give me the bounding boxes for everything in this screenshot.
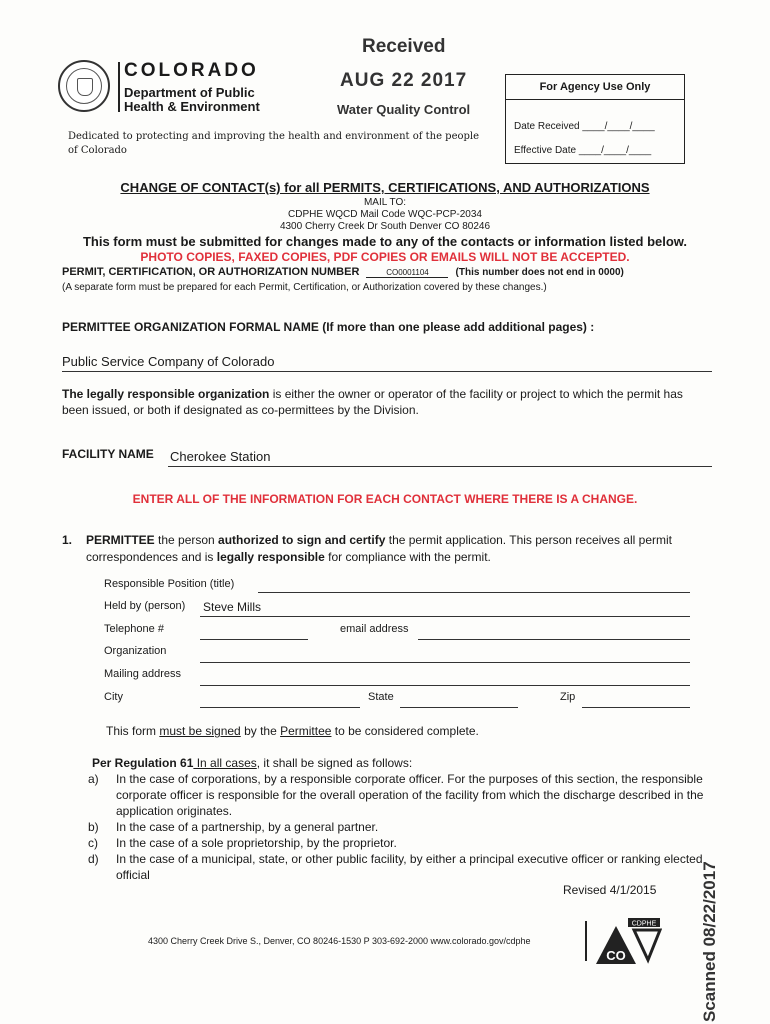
held-by-underline — [200, 616, 690, 617]
regulation-underline: In all cases — [193, 756, 257, 770]
org-name-underline — [62, 371, 712, 372]
regulation-item-b — [88, 819, 728, 835]
logo-triangle-right — [634, 930, 660, 960]
legal-rest-text: is either the owner or operator of the facility or project to which the permit has been issued, or both if designated as co-permittees by the Division. — [62, 387, 683, 417]
mailing-address-field[interactable] — [200, 685, 690, 686]
org-name-heading: PERMITTEE ORGANIZATION FORMAL NAME (If more than one please add additional pages) : — [62, 320, 595, 334]
regulation-mark-c: c) — [88, 836, 98, 850]
received-stamp-office: Water Quality Control — [337, 102, 471, 117]
mailing-address-label: Mailing address — [104, 668, 182, 680]
permit-number-label: PERMIT, CERTIFICATION, OR AUTHORIZATION NUMBER — [62, 266, 360, 278]
effective-date-field[interactable]: Effective Date ____/____/____ — [514, 145, 652, 156]
telephone-field[interactable] — [200, 639, 308, 640]
cdphe-logo-icon — [594, 916, 662, 966]
legal-bold-text: The legally responsible organization — [62, 387, 270, 401]
received-stamp: Received — [362, 36, 446, 57]
agency-use-box — [505, 74, 685, 164]
organization-field[interactable] — [200, 662, 690, 663]
facility-name-underline — [168, 466, 712, 467]
regulation-list — [88, 771, 728, 883]
date-received-field[interactable]: Date Received ____/____/____ — [514, 121, 655, 132]
separate-form-note: (A separate form must be prepared for each Permit, Certification, or Authorization covered by these changes.) — [62, 282, 547, 293]
permit-number-field[interactable]: CO0001104 — [366, 268, 448, 278]
regulation-text-b: In the case of a partnership, by a general partner. — [116, 820, 379, 834]
permittee-bold-1: authorized to sign and certify — [218, 533, 386, 547]
zip-label: Zip — [560, 691, 576, 703]
regulation-text-c: In the case of a sole proprietorship, by the proprietor. — [116, 836, 397, 850]
city-label: City — [104, 691, 123, 703]
signature-requirement — [106, 724, 479, 738]
mail-to-line-1: CDPHE WQCD Mail Code WQC-PCP-2034 — [288, 209, 482, 220]
facility-name-label: FACILITY NAME — [62, 447, 154, 461]
must-submit-notice: This form must be submitted for changes made to any of the contacts or information listed below. — [82, 234, 688, 249]
telephone-label: Telephone # — [104, 623, 164, 635]
footer-address: 4300 Cherry Creek Drive S., Denver, CO 80246-1530 P 303-692-2000 www.colorado.gov/cdphe — [148, 936, 531, 946]
department-name — [124, 86, 260, 114]
permittee-description — [62, 532, 712, 566]
position-label: Responsible Position (title) — [104, 578, 235, 590]
regulation-heading — [92, 755, 412, 771]
organization-label: Organization — [104, 645, 167, 657]
signed-text-2: by the — [240, 724, 281, 738]
permittee-heading: PERMITTEE — [86, 533, 155, 547]
logo-co-text: CO — [606, 948, 626, 963]
held-by-field[interactable]: Steve Mills — [203, 600, 262, 614]
brand-name: COLORADO — [124, 60, 259, 81]
facility-name-field[interactable]: Cherokee Station — [170, 449, 271, 464]
signed-underline-1: must be signed — [159, 724, 241, 738]
revised-date: Revised 4/1/2015 — [563, 883, 657, 897]
state-label: State — [368, 691, 394, 703]
regulation-item-d — [88, 851, 728, 883]
mail-to-line-2: 4300 Cherry Creek Dr South Denver CO 80246 — [279, 221, 491, 232]
logo-top-text: CDPHE — [631, 920, 657, 928]
held-by-label: Held by (person) — [104, 600, 186, 612]
regulation-mark-d: d) — [88, 852, 99, 866]
email-label: email address — [340, 623, 409, 635]
signed-text-1: This form — [106, 724, 160, 738]
regulation-text-a: In the case of corporations, by a responsible corporate officer. For the purposes of this section, the responsible corporate officer is responsible for the overall operation of the facility from which the discharge described in the application originates. — [116, 772, 704, 818]
permit-number-row — [62, 266, 624, 278]
regulation-bold: Per Regulation 61 — [92, 756, 194, 770]
zip-field[interactable] — [582, 707, 690, 708]
legal-responsibility-text — [62, 386, 712, 418]
department-line-2: Health & Environment — [124, 99, 260, 114]
permit-number-note: (This number does not end in 0000) — [455, 267, 624, 278]
city-field[interactable] — [200, 707, 360, 708]
header-divider — [118, 62, 120, 112]
enter-info-notice: ENTER ALL OF THE INFORMATION FOR EACH CONTACT WHERE THERE IS A CHANGE. — [132, 492, 638, 506]
state-field[interactable] — [400, 707, 518, 708]
department-line-1: Department of Public — [124, 85, 255, 100]
regulation-mark-b: b) — [88, 820, 99, 834]
org-name-field[interactable]: Public Service Company of Colorado — [62, 354, 275, 369]
scanned-stamp: Scanned 08/22/2017 — [700, 861, 719, 1022]
signed-underline-2: Permittee — [280, 724, 332, 738]
signed-text-3: to be considered complete. — [331, 724, 479, 738]
permittee-text-3: for compliance with the permit. — [324, 550, 491, 564]
tagline: Dedicated to protecting and improving the health and environment of the people of Colorado — [68, 131, 480, 156]
form-title: CHANGE OF CONTACT(s) for all PERMITS, CERTIFICATIONS, AND AUTHORIZATIONS — [120, 180, 650, 195]
regulation-item-c — [88, 835, 728, 851]
no-copies-warning: PHOTO COPIES, FAXED COPIES, PDF COPIES OR EMAILS WILL NOT BE ACCEPTED. — [140, 250, 630, 264]
footer-divider — [585, 921, 587, 961]
regulation-item-a — [88, 771, 728, 819]
email-field[interactable] — [418, 639, 690, 640]
permittee-text-1: the person — [154, 533, 219, 547]
regulation-mark-a: a) — [88, 772, 99, 786]
mail-to-label: MAIL TO: — [363, 197, 407, 208]
position-field[interactable] — [258, 592, 690, 593]
agency-use-title: For Agency Use Only — [506, 75, 684, 100]
section-number: 1. — [62, 533, 73, 547]
permittee-text-2: the permit application. This person receives all permit correspondences and is — [86, 533, 672, 564]
permittee-bold-2: legally responsible — [216, 550, 325, 564]
regulation-rest: , it shall be signed as follows: — [256, 756, 413, 770]
received-stamp-date: AUG 22 2017 — [340, 70, 468, 91]
colorado-seal-icon — [58, 60, 110, 112]
regulation-text-d: In the case of a municipal, state, or other public facility, by either a principal executive officer or ranking elected official — [116, 852, 703, 882]
